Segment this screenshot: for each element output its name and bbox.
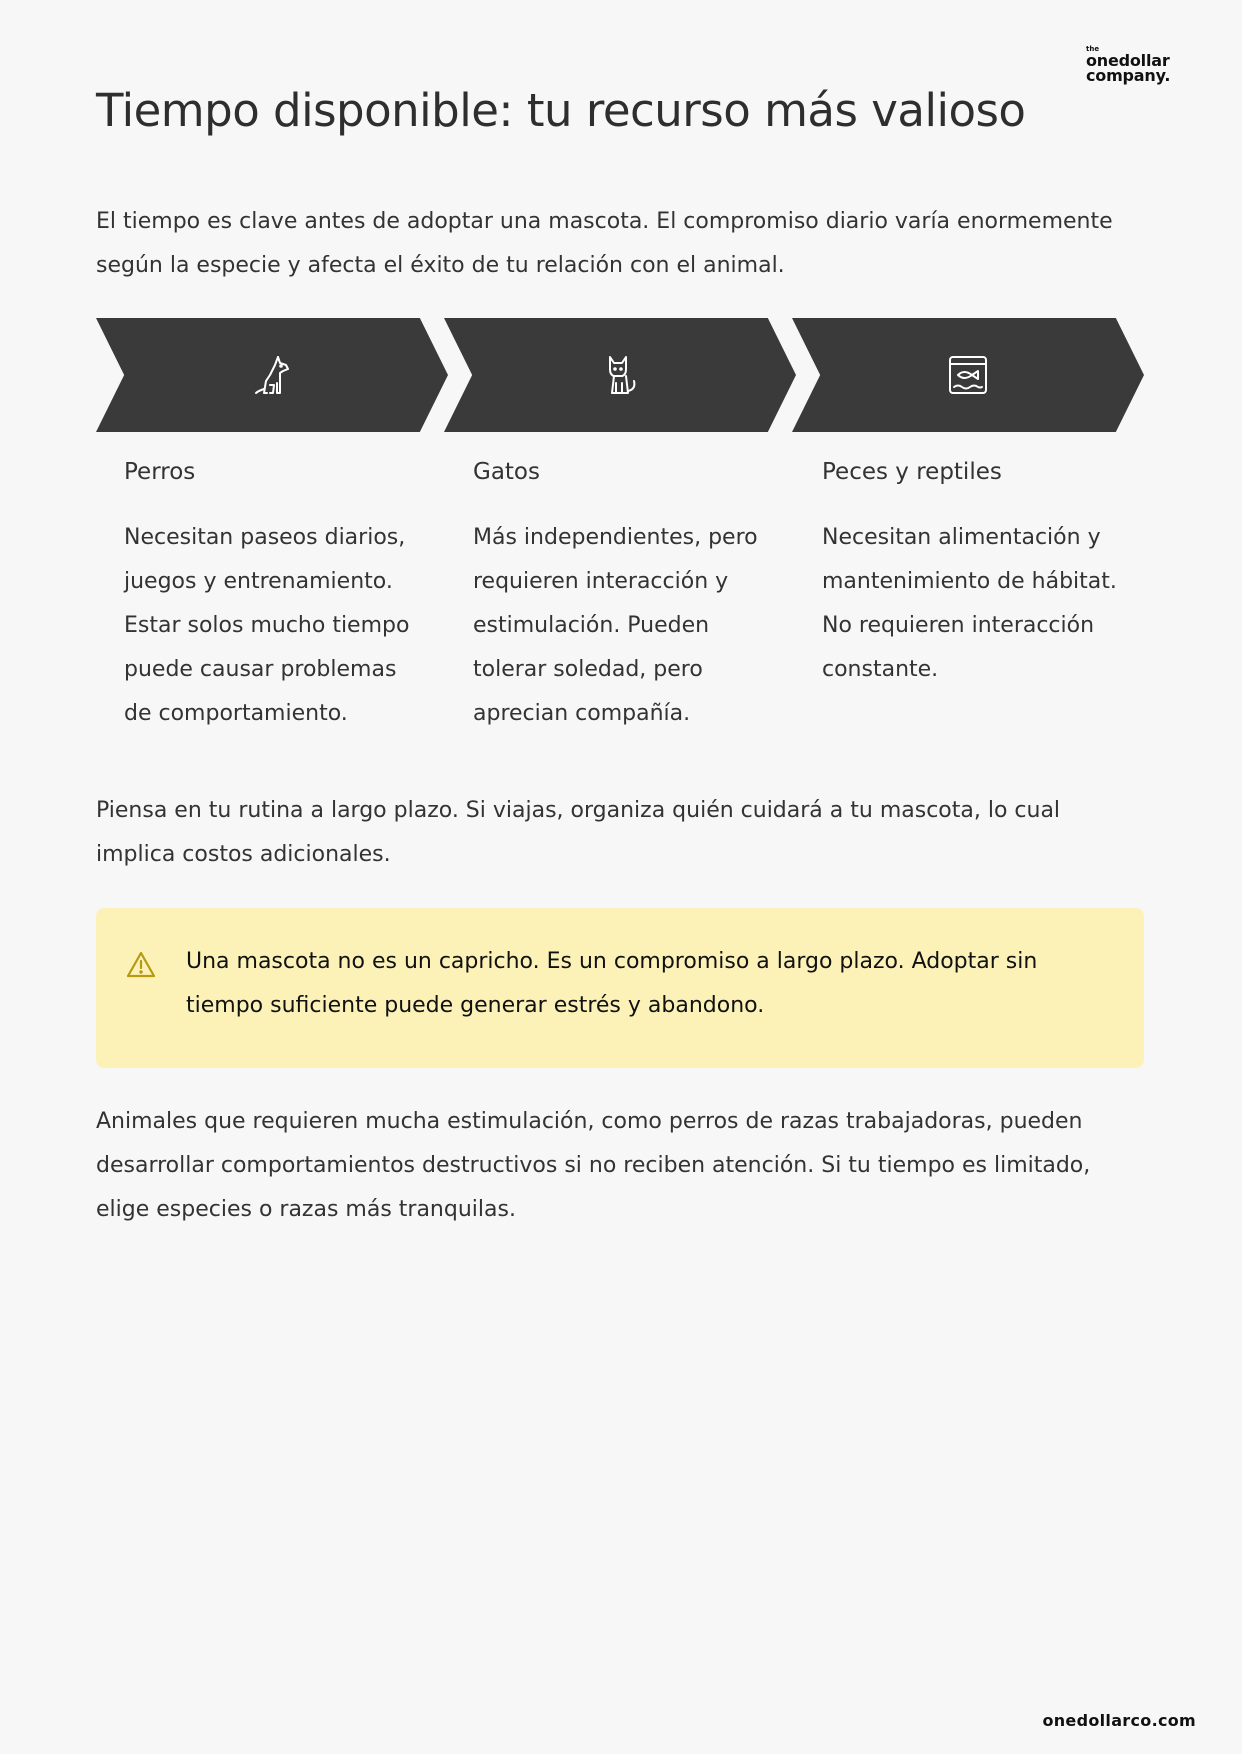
company-logo: [1086, 45, 1196, 86]
logo-line-2: company.: [1086, 66, 1171, 86]
column-text-dogs: Necesitan paseos diarios, juegos y entrenamiento. Estar solos mucho tiempo puede causar problemas de comportamiento.: [124, 525, 410, 726]
fish-tank-icon: [944, 351, 992, 399]
chevron-dogs: [96, 318, 448, 432]
chevron-cats: [444, 318, 796, 432]
warning-callout: [96, 908, 1144, 1068]
column-heading-cats: Gatos: [473, 459, 540, 485]
callout-text: Una mascota no es un capricho. Es un compromiso a largo plazo. Adoptar sin tiempo suficiente puede generar estrés y abandono.: [186, 949, 1038, 1018]
footer-url: onedollarco.com: [1042, 1711, 1196, 1730]
cat-icon: [596, 351, 644, 399]
column-text-cats: Más independientes, pero requieren interacción y estimulación. Pueden tolerar soledad, pero aprecian compañía.: [473, 525, 758, 726]
page-title: Tiempo disponible: tu recurso más valioso: [96, 84, 1026, 137]
column-fish-reptiles: [822, 452, 1122, 692]
column-cats: [473, 452, 773, 736]
species-chevron-row: [96, 318, 1148, 432]
dog-icon: [248, 351, 296, 399]
routine-paragraph: Piensa en tu rutina a largo plazo. Si viajas, organiza quién cuidará a tu mascota, lo cual implica costos adicionales.: [96, 798, 1061, 867]
stimulation-paragraph: Animales que requieren mucha estimulación, como perros de razas trabajadoras, pueden desarrollar comportamientos destructivos si no reciben atención. Si tu tiempo es limitado, elige especies o razas más tranquilas.: [96, 1109, 1091, 1222]
logo-line-the: the: [1086, 45, 1100, 53]
logo-line-1: onedollar: [1086, 51, 1170, 70]
column-dogs: [124, 452, 424, 736]
column-text-fish-reptiles: Necesitan alimentación y mantenimiento de hábitat. No requieren interacción constante.: [822, 525, 1117, 682]
chevron-fish-reptiles: [792, 318, 1144, 432]
warning-icon: [126, 950, 156, 980]
column-heading-dogs: Perros: [124, 459, 196, 485]
column-heading-fish-reptiles: Peces y reptiles: [822, 459, 1002, 485]
intro-paragraph: El tiempo es clave antes de adoptar una mascota. El compromiso diario varía enormemente según la especie y afecta el éxito de tu relación con el animal.: [96, 209, 1113, 278]
